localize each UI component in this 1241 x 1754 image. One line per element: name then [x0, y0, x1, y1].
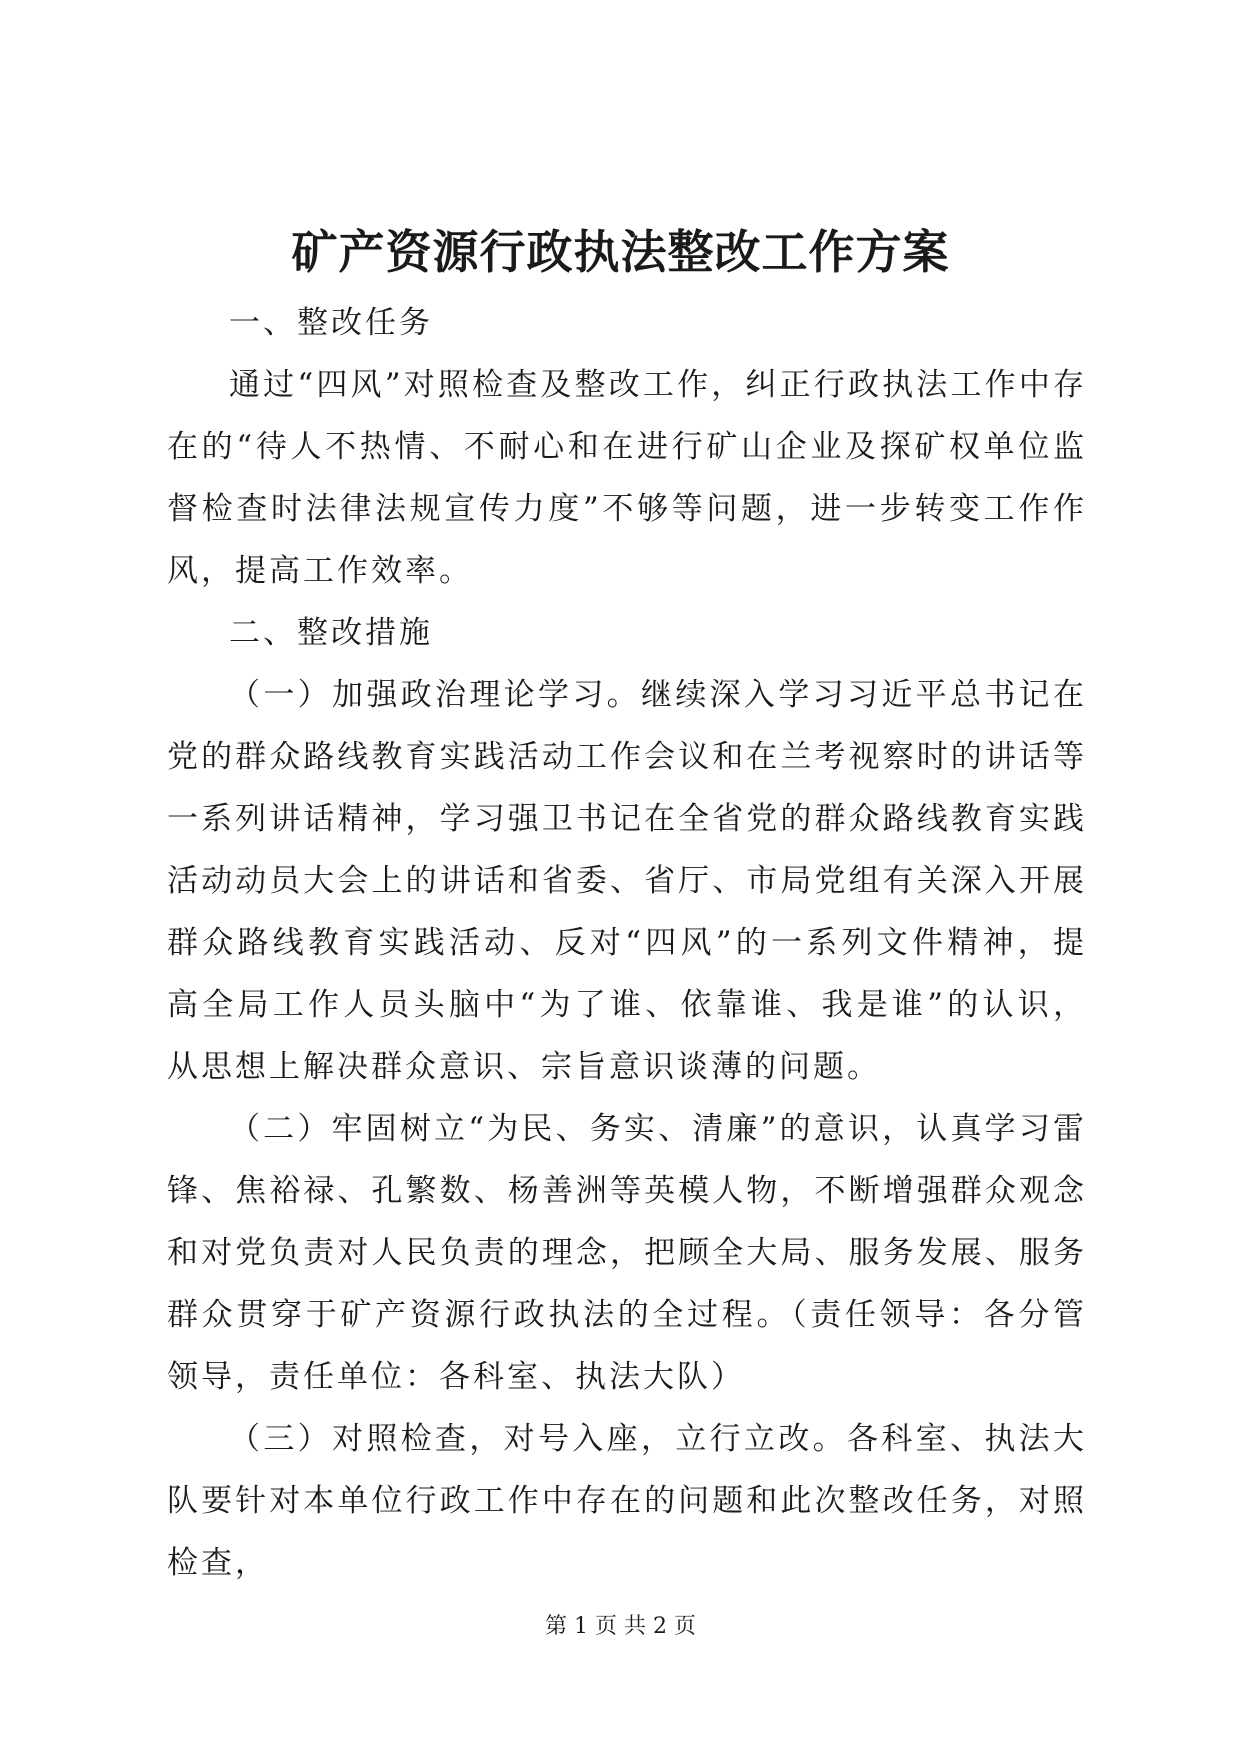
paragraph-measure-1: （一）加强政治理论学习。继续深入学习习近平总书记在党的群众路线教育实践活动工作会议和在兰考视察时的讲话等一系列讲话精神，学习强卫书记在全省党的群众路线教育实践活动动员大会上的讲话和省委、省厅、市局党组有关深入开展群众路线教育实践活动、反对“四风”的一系列文件精神，提高全局工作人员头脑中“为了谁、依靠谁、我是谁”的认识，从思想上解决群众意识、宗旨意识谈薄的问题。	[167, 677, 1087, 1085]
document-title: 矿产资源行政执法整改工作方案	[291, 225, 950, 279]
section-heading-measures: 二、整改措施	[229, 615, 433, 651]
section-heading-tasks: 一、整改任务	[229, 305, 433, 341]
paragraph-measure-3: （三）对照检查，对号入座，立行立改。各科室、执法大队要针对本单位行政工作中存在的问题和此次整改任务，对照检查，	[167, 1421, 1087, 1581]
paragraph-measure-2: （二）牢固树立“为民、务实、清廉”的意识，认真学习雷锋、焦裕禄、孔繁数、杨善洲等英模人物，不断增强群众观念和对党负责对人民负责的理念，把顾全大局、服务发展、服务群众贯穿于矿产资源行政执法的全过程。（责任领导：各分管领导，责任单位：各科室、执法大队）	[167, 1111, 1087, 1395]
page-footer: 第 1 页 共 2 页	[545, 1614, 696, 1639]
paragraph-tasks: 通过“四风”对照检查及整改工作，纠正行政执法工作中存在的“待人不热情、不耐心和在进行矿山企业及探矿权单位监督检查时法律法规宣传力度”不够等问题，进一步转变工作作风，提高工作效率。	[167, 367, 1087, 589]
document-body	[167, 292, 1087, 1594]
